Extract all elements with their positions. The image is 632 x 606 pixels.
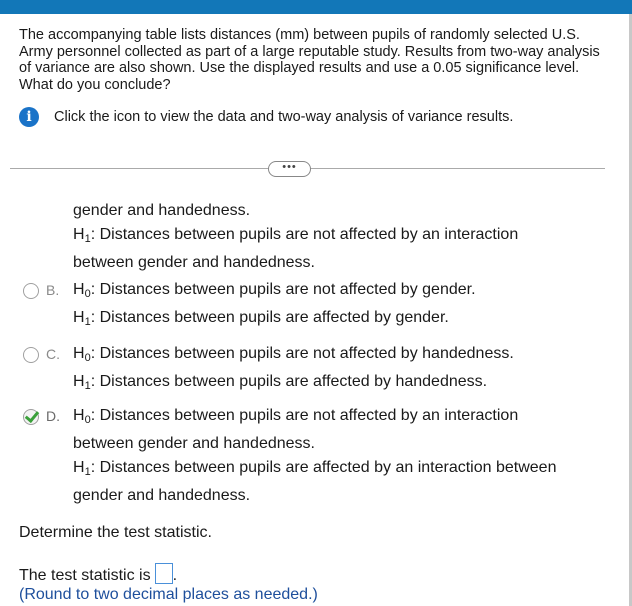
answer-row — [19, 563, 177, 586]
option-a-text: gender and handedness. $H_1$: Distances between pupils are not affected by an interaction between gender and handedness. — [73, 202, 519, 271]
part2-prompt: Determine the test statistic. — [19, 524, 212, 541]
option-b-letter: B. — [46, 282, 60, 298]
option-d-letter: D. — [46, 408, 60, 424]
info-row — [19, 107, 513, 127]
option-c-radio[interactable] — [23, 347, 39, 363]
rounding-hint: (Round to two decimal places as needed.) — [19, 586, 318, 603]
expand-button[interactable]: ••• — [268, 161, 311, 177]
option-c-letter: C. — [46, 346, 60, 362]
answer-label: The test statistic is — [19, 567, 151, 584]
info-icon[interactable]: i — [19, 107, 39, 127]
option-b-radio[interactable] — [23, 283, 39, 299]
info-link-text: Click the icon to view the data and two-way analysis of variance results. — [54, 109, 514, 125]
answer-suffix: . — [172, 567, 178, 584]
option-b-text[interactable]: $H_0$: Distances between pupils are not affected by gender. $H_1$: Distances between pupils are affected by gender. — [73, 281, 476, 328]
option-d-radio[interactable] — [23, 409, 39, 425]
option-d-text[interactable]: $H_0$: Distances between pupils are not affected by an interaction between gender and handedness. $H_1$: Distances between pupils are affected by an interaction between gender and handedness. — [73, 407, 557, 504]
test-statistic-input[interactable] — [155, 563, 173, 584]
top-bar — [0, 0, 632, 14]
option-c-text[interactable]: $H_0$: Distances between pupils are not affected by handedness. $H_1$: Distances between pupils are affected by handedness. — [73, 345, 514, 392]
question-text: The accompanying table lists distances (mm) between pupils of randomly selected U.S. Army personnel collected as part of a large reputable study. Results from two-way analysis of variance are also shown. Use the displayed results and use a 0.05 significance level. What do you conclude? — [19, 27, 600, 93]
checkmark-icon — [25, 408, 39, 423]
